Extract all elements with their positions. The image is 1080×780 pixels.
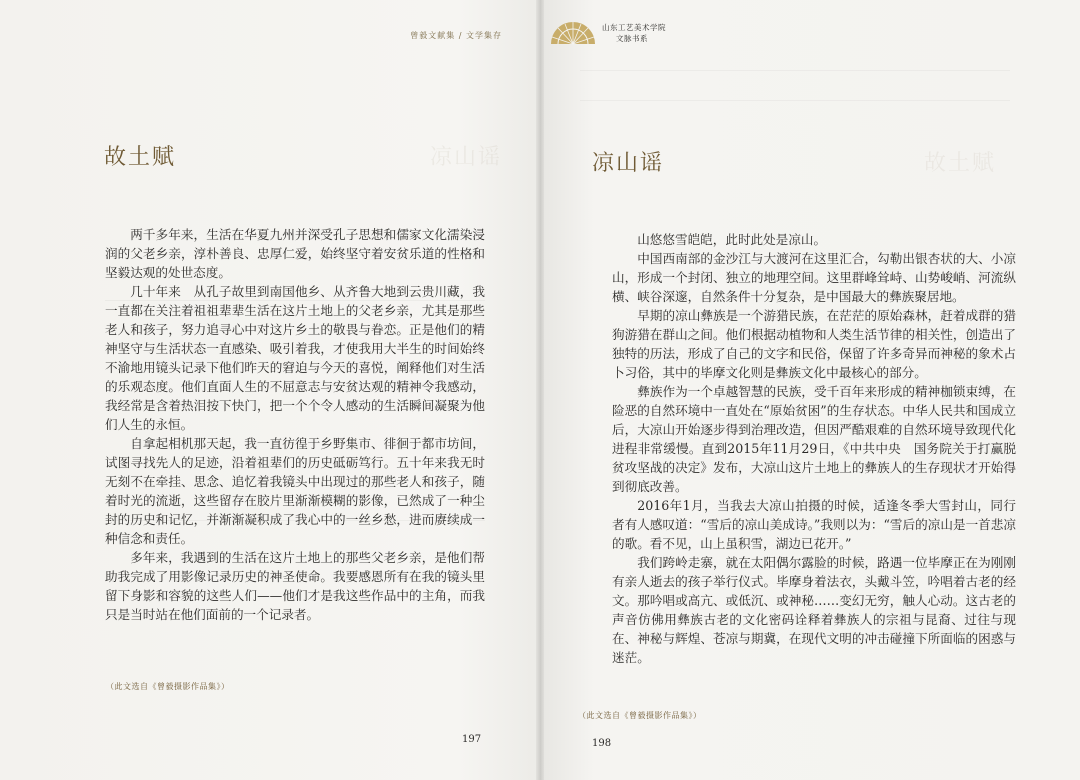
publisher-name-line-2: 文脉书系 xyxy=(616,34,648,43)
paragraph: 山悠悠雪皑皑，此时此处是凉山。 xyxy=(637,232,827,247)
bleed-through-line xyxy=(580,100,1010,101)
publisher-logo xyxy=(548,20,666,46)
publisher-name xyxy=(602,22,666,44)
paragraph: 彝族作为一个卓越智慧的民族，受千百年来形成的精神枷锁束缚，在险恶的自然环境中一直处在“原始贫困”的生存状态。中华人民共和国成立后，大凉山开始逐步得到治理改造，但因严酷艰难的自然环境导致现代化进程非常缓慢。直到2015年11月29日，《中共中央 国务院关于打赢脱贫攻坚战的决定》发布，大凉山这片土地上的彝族人的生存现状才开始得到彻底改善。 xyxy=(612,384,1016,494)
source-note: （此文选自《曾毅摄影作品集》） xyxy=(106,682,230,691)
chapter-title: 凉山谣 xyxy=(592,151,665,176)
body-text xyxy=(105,225,485,624)
bleed-through-title: 故土赋 xyxy=(924,151,997,176)
page-number: 197 xyxy=(462,734,482,745)
right-page xyxy=(540,0,1080,780)
sunburst-logo-icon xyxy=(548,20,598,46)
source-note: （此文选自《曾毅摄影作品集》） xyxy=(578,711,702,720)
paragraph: 2016年1月，当我去大凉山拍摄的时候，适逢冬季大雪封山，同行者有人感叹道：“雪后的凉山美成诗。”我则以为：“雪后的凉山是一首悲凉的歌。看不见，山上虽积雪，湖边已花开。” xyxy=(612,498,1016,551)
paragraph: 自拿起相机那天起，我一直彷徨于乡野集市、徘徊于都市坊间，试图寻找先人的足迹，沿着祖辈们的历史砥砺笃行。五十年来我无时无刻不在牵挂、思念、追忆着我镜头中出现过的那些老人和孩子，随着时光的流逝，这些留存在胶片里渐渐模糊的影像，已然成了一种尘封的历史和记忆，并渐渐凝积成了我心中的一丝乡愁，进而赓续成一种信念和责任。 xyxy=(105,436,485,546)
publisher-name-line-1: 山东工艺美术学院 xyxy=(602,23,666,32)
body-text xyxy=(612,230,1016,667)
paragraph: 早期的凉山彝族是一个游猎民族，在茫茫的原始森林，赶着成群的猎狗游猎在群山之间。他们根据动植物和人类生活节律的相关性，创造出了独特的历法，形成了自己的文字和民俗，保留了许多奇异而神秘的象术占卜习俗，其中的毕摩文化则是彝族文化中最核心的部分。 xyxy=(612,308,1016,380)
running-head: 曾毅文献集 / 文学集存 xyxy=(410,31,502,40)
bleed-through-title: 凉山谣 xyxy=(430,145,503,170)
paragraph: 多年来，我遇到的生活在这片土地上的那些父老乡亲，是他们帮助我完成了用影像记录历史的神圣使命。我要感恩所有在我的镜头里留下身影和容貌的这些人们——他们才是我这些作品中的主角，而我只是当时站在他们面前的一个记录者。 xyxy=(105,550,485,622)
bleed-through-line xyxy=(580,70,1010,71)
paragraph: 中国西南部的金沙江与大渡河在这里汇合，勾勒出银杏状的大、小凉山，形成一个封闭、独立的地理空间。这里群峰耸峙、山势峻峭、河流纵横、峡谷深邃，自然条件十分复杂，是中国最大的彝族聚居地。 xyxy=(612,251,1016,304)
book-gutter xyxy=(536,0,544,780)
paragraph: 几十年来 从孔子故里到南国他乡、从齐鲁大地到云贵川藏，我一直都在关注着祖祖辈辈生活在这片土地上的父老乡亲，尤其是那些老人和孩子，努力追寻心中对这片乡土的敬畏与眷恋。正是他们的精神坚守与生活状态一直感染、吸引着我，才使我用大半生的时间始终不渝地用镜头记录下他们昨天的窘迫与今天的喜悦，阐释他们对生活的乐观态度。他们直面人生的不屈意志与安贫达观的精神令我感动，我经常是含着热泪按下快门，把一个个令人感动的生活瞬间凝聚为他们人生的永恒。 xyxy=(105,284,485,432)
paragraph: 我们跨岭走寨，就在太阳偶尔露脸的时候，路遇一位毕摩正在为刚刚有亲人逝去的孩子举行仪式。毕摩身着法衣，头戴斗笠，吟唱着古老的经文。那吟唱或高亢、或低沉、或神秘……变幻无穷，触人心动。这古老的声音仿佛用彝族古老的文化密码诠释着彝族人的宗祖与昆裔、过往与现在、神秘与辉煌、苍凉与期冀，在现代文明的冲击碰撞下所面临的困惑与迷茫。 xyxy=(612,555,1016,665)
page-number: 198 xyxy=(592,738,612,749)
chapter-title: 故土赋 xyxy=(104,145,177,170)
paragraph: 两千多年来，生活在华夏九州并深受孔子思想和儒家文化濡染浸润的父老乡亲，淳朴善良、忠厚仁爱，始终坚守着安贫乐道的性格和坚毅达观的处世态度。 xyxy=(105,227,485,280)
